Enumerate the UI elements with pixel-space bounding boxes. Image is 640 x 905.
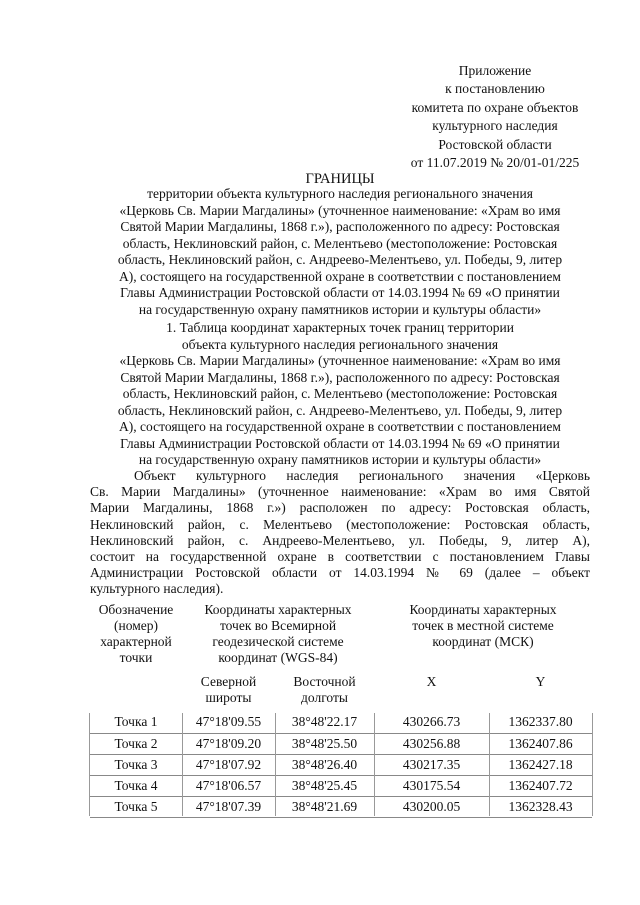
document-title: ГРАНИЦЫ xyxy=(305,171,375,187)
table-divider xyxy=(489,713,490,816)
cell-y: 1362328.43 xyxy=(489,796,592,817)
header-msk-line: координат (МСК) xyxy=(432,634,534,649)
cell-point: Точка 2 xyxy=(90,733,182,754)
cell-north: 47°18'07.92 xyxy=(182,754,275,775)
header-point-line: Обозначение xyxy=(98,602,174,617)
cell-north: 47°18'06.57 xyxy=(182,775,275,796)
header-wgs-line: точек во Всемирной xyxy=(219,618,337,633)
header-point xyxy=(90,600,182,712)
table-row xyxy=(90,796,592,817)
document-subtitle xyxy=(90,186,590,318)
header-point-line: точки xyxy=(119,650,153,665)
header-wgs xyxy=(182,600,374,674)
table-row xyxy=(90,733,592,754)
approval-line: комитета по охране объектов xyxy=(411,99,579,115)
cell-north: 47°18'07.39 xyxy=(182,796,275,817)
paragraph-line: Неклиновский район, с. Андреево-Мелентьево, ул. Победы, 9, литер А), xyxy=(90,532,590,548)
cell-north: 47°18'09.55 xyxy=(182,712,275,733)
subheader-x: X xyxy=(426,674,437,689)
cell-east: 38°48'26.40 xyxy=(275,754,374,775)
subheader-east xyxy=(275,674,374,712)
table-divider xyxy=(592,713,593,816)
subtitle-line: область, Неклиновский район, с. Мелентьево (местоположение: Ростовская xyxy=(122,235,558,251)
cell-east: 38°48'25.50 xyxy=(275,733,374,754)
paragraph-line: культурного наследия). xyxy=(90,581,224,597)
cell-point: Точка 1 xyxy=(90,712,182,733)
approval-line: от 11.07.2019 № 20/01-01/225 xyxy=(410,155,580,171)
approval-line: Ростовской области xyxy=(438,136,552,152)
header-msk-line: точек в местной системе xyxy=(412,618,554,633)
cell-east: 38°48'21.69 xyxy=(275,796,374,817)
section-line: на государственную охрану памятников истории и культуры области» xyxy=(138,452,542,467)
cell-y: 1362407.72 xyxy=(489,775,592,796)
table-divider xyxy=(182,713,183,816)
paragraph-line: Неклиновский район, с. Мелентьево (местоположение: Ростовская область, xyxy=(90,516,590,532)
paragraph-line: Св. Марии Магдалины» (уточненное наименование: «Храм во имя Святой xyxy=(90,484,590,500)
subtitle-line: Святой Марии Магдалины, 1868 г.»), расположенного по адресу: Ростовская xyxy=(120,219,560,234)
approval-line: к постановлению xyxy=(445,81,545,97)
subtitle-line: на государственную охрану памятников истории и культуры области» xyxy=(138,301,542,317)
cell-north: 47°18'09.20 xyxy=(182,733,275,754)
subheader-east-line: Восточной xyxy=(293,674,356,689)
cell-x: 430266.73 xyxy=(374,712,489,733)
subtitle-line: «Церковь Св. Марии Магдалины» (уточненное наименование: «Храм во имя xyxy=(119,202,561,218)
header-wgs-line: Координаты характерных xyxy=(204,602,352,617)
section-line: Главы Администрации Ростовской области от 14.03.1994 № 69 «О принятии xyxy=(120,435,560,451)
cell-x: 430256.88 xyxy=(374,733,489,754)
subtitle-line: территории объекта культурного наследия регионального значения xyxy=(147,186,533,201)
paragraph-line: Объект культурного наследия регионального значения «Церковь xyxy=(134,468,590,483)
section-line: область, Неклиновский район, с. Андреево-Мелентьево, ул. Победы, 9, литер xyxy=(117,402,563,418)
subheader-y: Y xyxy=(535,674,546,689)
cell-x: 430200.05 xyxy=(374,796,489,817)
paragraph-line: Марии Магдалины, 1868 г.») расположен по адресу: Ростовская область, xyxy=(90,500,590,516)
header-msk xyxy=(374,600,592,674)
coordinates-table xyxy=(90,600,592,818)
approval-line: Приложение xyxy=(458,63,532,78)
cell-x: 430217.35 xyxy=(374,754,489,775)
subtitle-line: область, Неклиновский район, с. Андреево-Мелентьево, ул. Победы, 9, литер xyxy=(117,252,563,267)
table-row xyxy=(90,775,592,796)
description-paragraph xyxy=(90,468,590,598)
cell-point: Точка 5 xyxy=(90,796,182,817)
subtitle-line: Главы Администрации Ростовской области от 14.03.1994 № 69 «О принятии xyxy=(120,285,560,300)
subheader-north-line: широты xyxy=(205,690,252,705)
header-wgs-line: координат (WGS-84) xyxy=(218,650,338,665)
subheader-north xyxy=(182,674,275,712)
table-row xyxy=(90,754,592,775)
cell-x: 430175.54 xyxy=(374,775,489,796)
table-divider xyxy=(89,713,90,816)
approval-block xyxy=(380,62,610,172)
cell-east: 38°48'22.17 xyxy=(275,712,374,733)
paragraph-line: Администрации Ростовской области от 14.03.1994 № 69 (далее – объект xyxy=(90,565,590,581)
cell-y: 1362427.18 xyxy=(489,754,592,775)
section-line: объекта культурного наследия регионального значения xyxy=(181,336,499,352)
header-point-line: характерной xyxy=(100,634,172,649)
table-row xyxy=(90,712,592,733)
section-line: область, Неклиновский район, с. Мелентьево (местоположение: Ростовская xyxy=(122,386,558,401)
section-line: «Церковь Св. Марии Магдалины» (уточненное наименование: «Храм во имя xyxy=(119,353,561,368)
header-msk-line: Координаты характерных xyxy=(409,602,557,617)
section-line: Святой Марии Магдалины, 1868 г.»), расположенного по адресу: Ростовская xyxy=(120,369,560,385)
subheader-north-line: Северной xyxy=(200,674,257,689)
section-heading xyxy=(90,320,590,469)
cell-y: 1362407.86 xyxy=(489,733,592,754)
header-point-line: (номер) xyxy=(114,618,158,633)
table-divider xyxy=(374,713,375,816)
subheader-east-line: долготы xyxy=(301,690,348,705)
section-line: А), состоящего на государственной охране в соответствии с постановлением xyxy=(119,419,561,434)
approval-line: культурного наследия xyxy=(432,118,558,134)
header-wgs-line: геодезической системе xyxy=(212,634,344,649)
table-divider xyxy=(275,713,276,816)
cell-point: Точка 4 xyxy=(90,775,182,796)
subtitle-line: А), состоящего на государственной охране в соответствии с постановлением xyxy=(119,268,561,284)
cell-point: Точка 3 xyxy=(90,754,182,775)
cell-east: 38°48'25.45 xyxy=(275,775,374,796)
cell-y: 1362337.80 xyxy=(489,712,592,733)
section-line: 1. Таблица координат характерных точек границ территории xyxy=(166,320,514,335)
paragraph-line: состоит на государственной охране в соответствии с постановлением Главы xyxy=(90,549,590,565)
